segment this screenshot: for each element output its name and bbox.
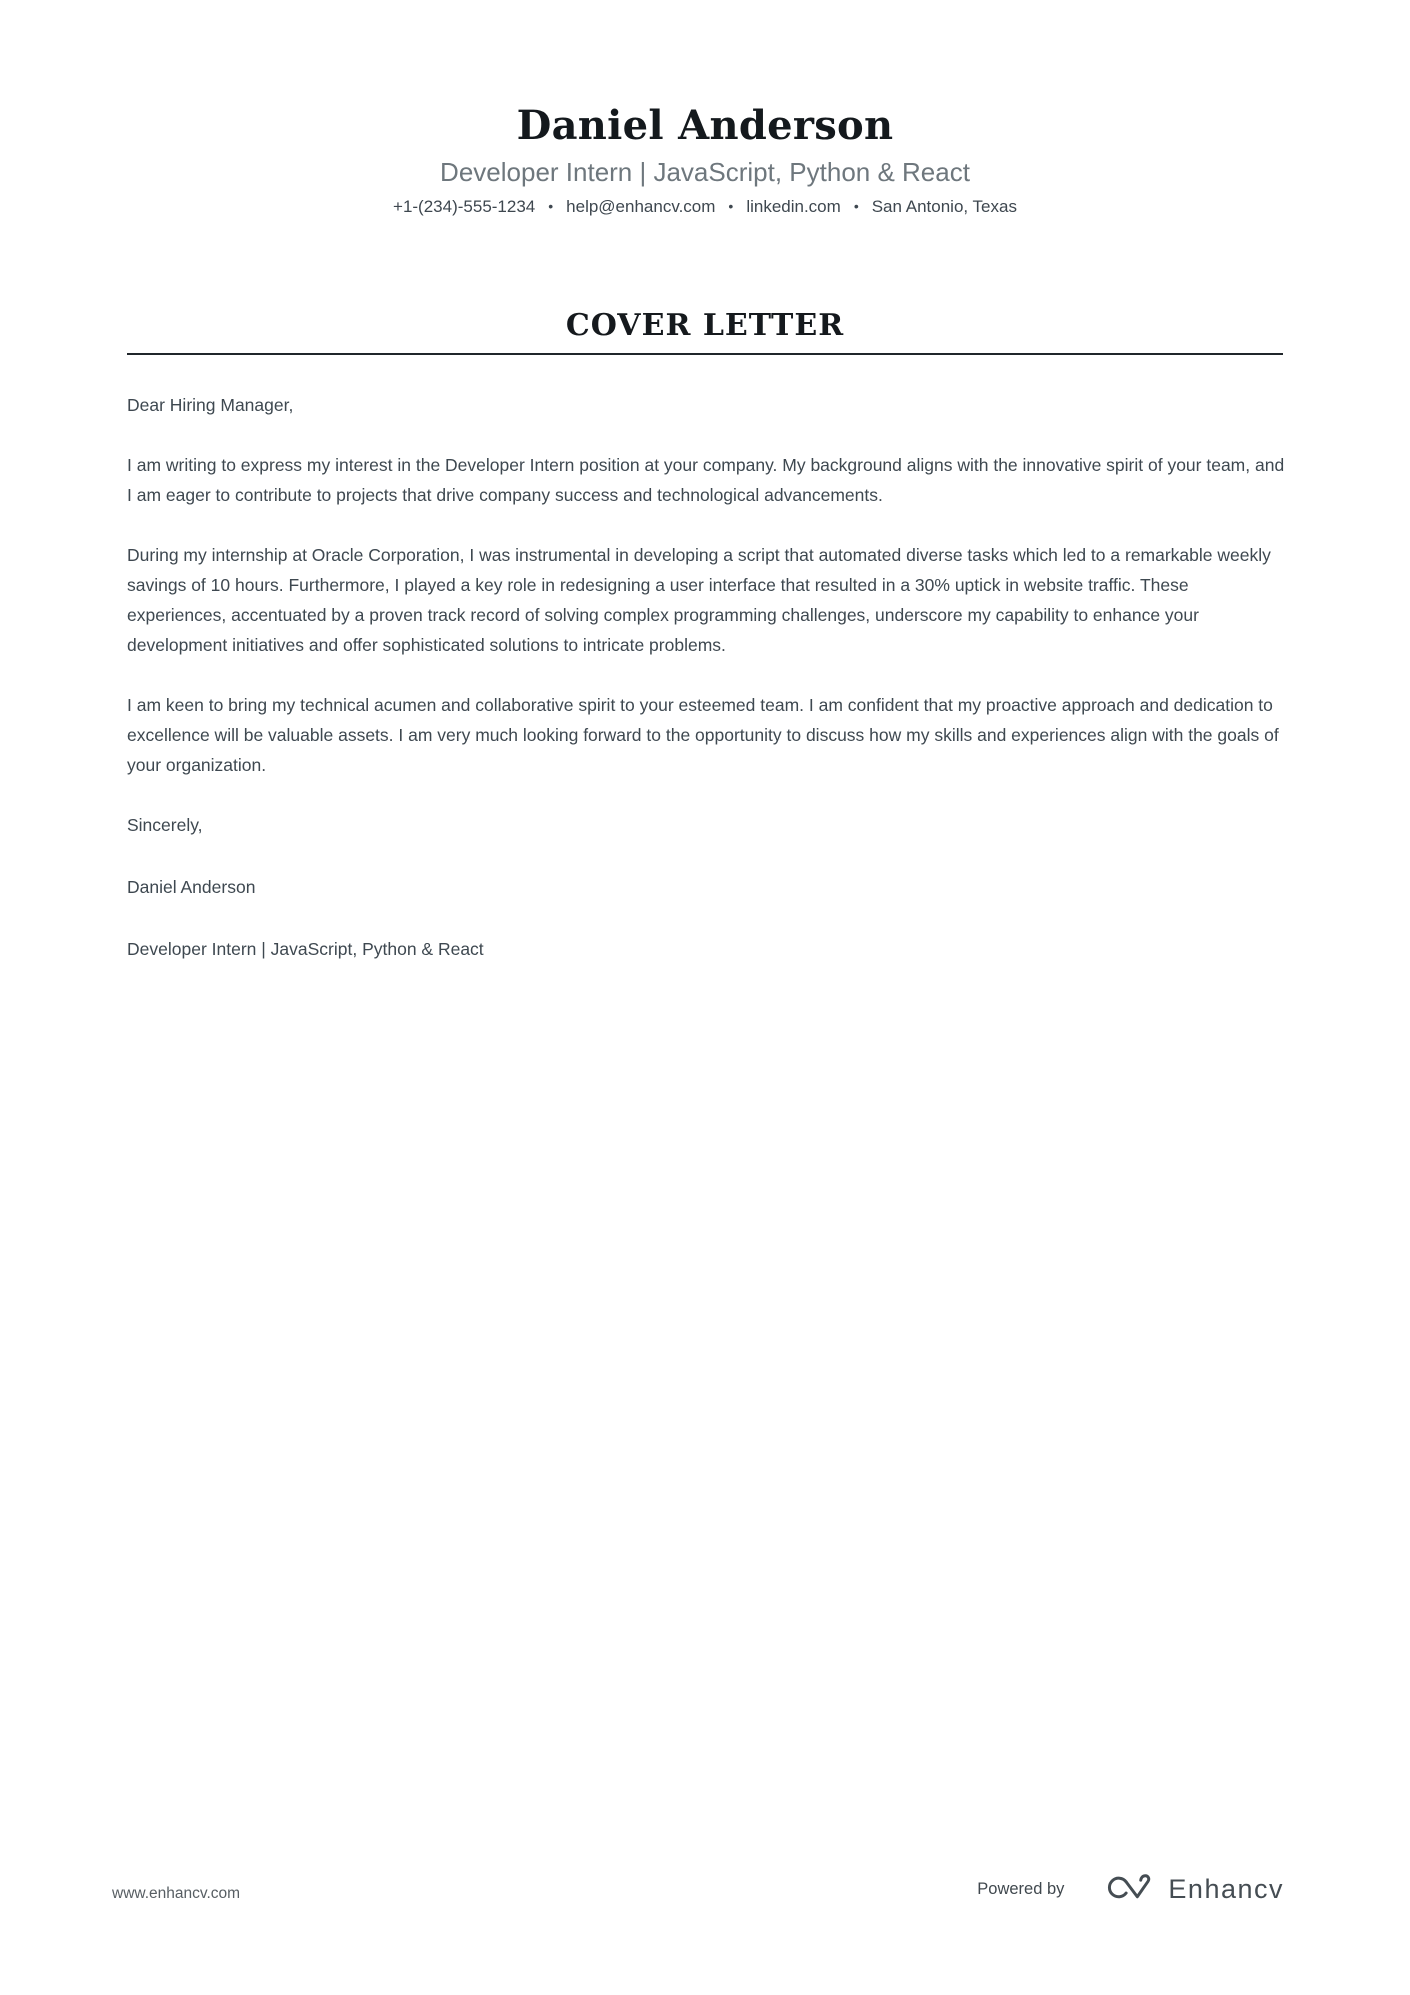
person-job-title: Developer Intern | JavaScript, Python & React [440,157,970,187]
paragraph-experience: During my internship at Oracle Corporation, I was instrumental in developing a script that automated diverse tasks which led to a remarkable weekly savings of 10 hours. Furthermore, I played a key role in redesigning a user interface that resulted in a 30% uptick in website traffic. These experiences, accentuated by a proven track record of solving complex programming challenges, underscore my capability to enhance your development initiatives and offer sophisticated solutions to intricate problems. [127,545,1271,655]
enhancv-brand-name: Enhancv [1168,1874,1284,1904]
paragraph-intro: I am writing to express my interest in the Developer Intern position at your company. My background aligns with the innovative spirit of your team, and I am eager to contribute to projects that drive company success and technological advancements. [127,455,1285,505]
contact-phone: +1-(234)-555-1234 [393,197,536,216]
contact-location: San Antonio, Texas [871,197,1017,216]
letter-header [0,102,1410,219]
closing-salutation: Sincerely, [127,815,203,835]
bullet-separator: • [853,198,859,214]
person-name: Daniel Anderson [516,102,894,149]
contact-email: help@enhancv.com [566,197,716,216]
bullet-separator: • [728,198,734,214]
contact-link: linkedin.com [746,197,841,216]
heading-divider [127,353,1283,355]
section-heading-cover-letter: COVER LETTER [565,308,845,343]
signature-name: Daniel Anderson [127,877,256,897]
footer-website-link[interactable]: www.enhancv.com [112,1885,241,1902]
enhancv-brand-link[interactable] [1102,1872,1284,1907]
bullet-separator: • [548,198,554,214]
powered-by-label: Powered by [977,1880,1065,1898]
signature-title: Developer Intern | JavaScript, Python & React [127,939,484,959]
letter-body [127,390,1287,994]
salutation: Dear Hiring Manager, [127,395,294,415]
paragraph-closing-pitch: I am keen to bring my technical acumen and collaborative spirit to your esteemed team. I am confident that my proactive approach and dedication to excellence will be valuable assets. I am very much looking forward to the opportunity to discuss how my skills and experiences align with the goals of your organization. [127,695,1279,775]
contact-line [0,194,1410,219]
enhancv-logo-icon [1102,1872,1154,1907]
footer-branding [977,1872,1284,1907]
